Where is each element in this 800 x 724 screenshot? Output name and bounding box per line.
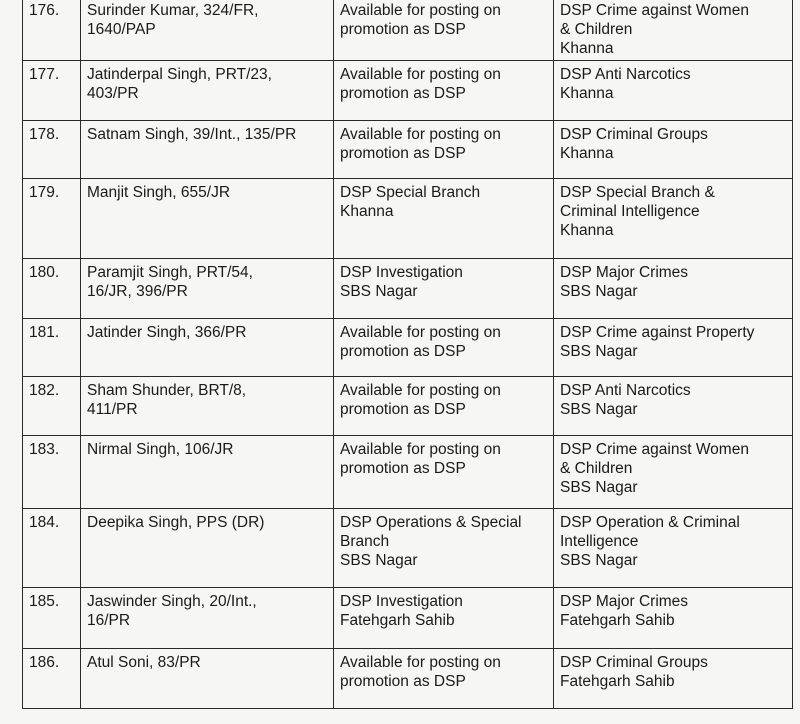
present-posting [334, 179, 554, 259]
present-posting-line: SBS Nagar [340, 552, 418, 569]
serial-number: 183. [23, 436, 81, 509]
present-posting [334, 259, 554, 319]
table-row [23, 0, 793, 61]
new-posting [554, 61, 793, 121]
present-posting-line: Available for posting on [340, 382, 501, 399]
serial-number: 176. [23, 0, 81, 61]
present-posting [334, 377, 554, 436]
officer-name [81, 61, 334, 121]
present-posting-line: Khanna [340, 203, 394, 220]
new-posting-line: Khanna [560, 145, 614, 162]
new-posting-line: Khanna [560, 85, 614, 102]
present-posting-line: Available for posting on [340, 2, 501, 19]
new-posting-line: DSP Special Branch & [560, 184, 715, 201]
present-posting [334, 509, 554, 588]
present-posting [334, 121, 554, 179]
new-posting [554, 259, 793, 319]
present-posting-line: promotion as DSP [340, 343, 466, 360]
new-posting-line: SBS Nagar [560, 401, 638, 418]
new-posting-line: DSP Operation & Criminal [560, 514, 740, 531]
present-posting-line: promotion as DSP [340, 460, 466, 477]
officer-name-line: 16/JR, 396/PR [87, 283, 188, 300]
table-row [23, 179, 793, 259]
officer-name-line: Jatinder Singh, 366/PR [87, 324, 247, 341]
officer-name-line: 411/PR [87, 401, 138, 418]
new-posting-line: & Children [560, 21, 633, 38]
officer-name-line: Paramjit Singh, PRT/54, [87, 264, 253, 281]
present-posting [334, 649, 554, 709]
serial-number: 180. [23, 259, 81, 319]
new-posting [554, 0, 793, 61]
table-row [23, 319, 793, 377]
present-posting-line: SBS Nagar [340, 283, 418, 300]
new-posting-line: DSP Crime against Women [560, 2, 749, 19]
present-posting [334, 588, 554, 649]
present-posting-line: promotion as DSP [340, 401, 466, 418]
new-posting [554, 377, 793, 436]
new-posting-line: DSP Anti Narcotics [560, 382, 691, 399]
new-posting-line: Fatehgarh Sahib [560, 673, 675, 690]
table-row [23, 436, 793, 509]
officer-name-line: 16/PR [87, 612, 131, 629]
serial-number: 185. [23, 588, 81, 649]
officer-name [81, 377, 334, 436]
table-row [23, 588, 793, 649]
new-posting-line: DSP Anti Narcotics [560, 66, 691, 83]
present-posting [334, 0, 554, 61]
present-posting-line: Available for posting on [340, 126, 501, 143]
present-posting-line: Available for posting on [340, 66, 501, 83]
officer-name-line: Deepika Singh, PPS (DR) [87, 514, 265, 531]
new-posting-line: DSP Criminal Groups [560, 654, 708, 671]
new-posting [554, 319, 793, 377]
table-row [23, 377, 793, 436]
present-posting-line: promotion as DSP [340, 85, 466, 102]
new-posting-line: Khanna [560, 40, 614, 57]
present-posting-line: DSP Special Branch [340, 184, 481, 201]
officer-name [81, 121, 334, 179]
present-posting-line: Fatehgarh Sahib [340, 612, 455, 629]
present-posting [334, 436, 554, 509]
present-posting-line: Available for posting on [340, 324, 501, 341]
officer-name-line: 1640/PAP [87, 21, 156, 38]
new-posting-line: SBS Nagar [560, 283, 638, 300]
present-posting-line: promotion as DSP [340, 21, 466, 38]
new-posting [554, 121, 793, 179]
officer-name-line: Nirmal Singh, 106/JR [87, 441, 234, 458]
new-posting-line: & Children [560, 460, 633, 477]
officer-name [81, 436, 334, 509]
serial-number: 184. [23, 509, 81, 588]
new-posting-line: Intelligence [560, 533, 639, 550]
table-row [23, 61, 793, 121]
officer-name-line: Jaswinder Singh, 20/Int., [87, 593, 257, 610]
present-posting-line: DSP Operations & Special [340, 514, 522, 531]
present-posting [334, 61, 554, 121]
officer-name-line: Jatinderpal Singh, PRT/23, [87, 66, 272, 83]
present-posting [334, 319, 554, 377]
officer-name [81, 0, 334, 61]
new-posting-line: Fatehgarh Sahib [560, 612, 675, 629]
posting-table [22, 0, 793, 709]
officer-name [81, 179, 334, 259]
officer-name [81, 319, 334, 377]
officer-name-line: Manjit Singh, 655/JR [87, 184, 231, 201]
serial-number: 178. [23, 121, 81, 179]
new-posting [554, 649, 793, 709]
present-posting-line: promotion as DSP [340, 673, 466, 690]
new-posting-line: DSP Major Crimes [560, 593, 689, 610]
officer-name-line: Atul Soni, 83/PR [87, 654, 201, 671]
table-row [23, 121, 793, 179]
new-posting [554, 509, 793, 588]
table-row [23, 649, 793, 709]
present-posting-line: Branch [340, 533, 390, 550]
present-posting-line: Available for posting on [340, 441, 501, 458]
present-posting-line: Available for posting on [340, 654, 501, 671]
new-posting-line: DSP Major Crimes [560, 264, 689, 281]
present-posting-line: promotion as DSP [340, 145, 466, 162]
table-row [23, 509, 793, 588]
new-posting-line: SBS Nagar [560, 343, 638, 360]
new-posting [554, 179, 793, 259]
officer-name [81, 649, 334, 709]
officer-name [81, 588, 334, 649]
present-posting-line: DSP Investigation [340, 593, 463, 610]
serial-number: 179. [23, 179, 81, 259]
new-posting [554, 436, 793, 509]
officer-name-line: Satnam Singh, 39/Int., 135/PR [87, 126, 297, 143]
new-posting-line: Khanna [560, 222, 614, 239]
present-posting-line: DSP Investigation [340, 264, 463, 281]
new-posting-line: SBS Nagar [560, 552, 638, 569]
officer-name-line: 403/PR [87, 85, 139, 102]
serial-number: 182. [23, 377, 81, 436]
new-posting-line: Criminal Intelligence [560, 203, 700, 220]
new-posting-line: SBS Nagar [560, 479, 638, 496]
new-posting [554, 588, 793, 649]
serial-number: 177. [23, 61, 81, 121]
officer-name [81, 509, 334, 588]
serial-number: 186. [23, 649, 81, 709]
officer-name-line: Surinder Kumar, 324/FR, [87, 2, 259, 19]
new-posting-line: DSP Crime against Property [560, 324, 755, 341]
officer-name [81, 259, 334, 319]
serial-number: 181. [23, 319, 81, 377]
new-posting-line: DSP Crime against Women [560, 441, 749, 458]
table-row [23, 259, 793, 319]
new-posting-line: DSP Criminal Groups [560, 126, 708, 143]
officer-name-line: Sham Shunder, BRT/8, [87, 382, 247, 399]
